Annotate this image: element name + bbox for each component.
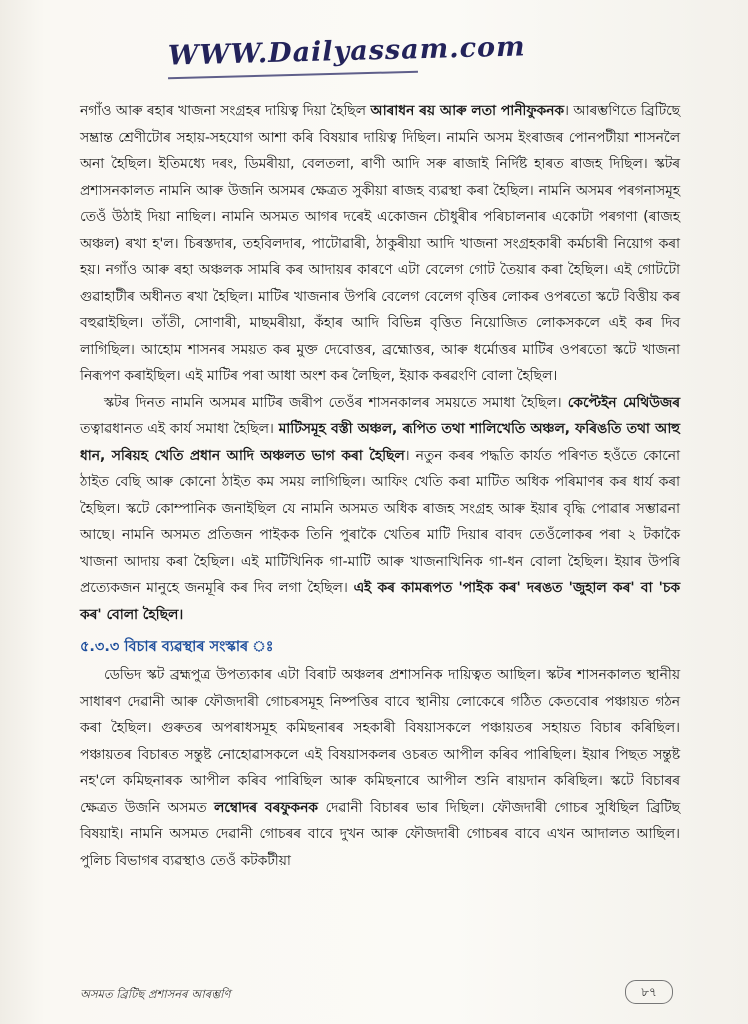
body-text bbox=[80, 98, 680, 874]
paragraph-3-text-b: দেৱানী বিচাৰৰ ভাৰ দিছিল। ফৌজদাৰী গোচৰ সুধিছিল ব্ৰিটিছ বিষয়াই। নামনি অসমত দেৱানী গোচৰৰ বাবে দুখন আৰু ফৌজদাৰী গোচৰৰ বাবে এখন আদালত আছিল। পুলিচ বিভাগৰ ব্যৱস্থাও তেওঁ কটকটীয়া bbox=[80, 799, 680, 869]
paragraph-2-text-a: স্কটৰ দিনত নামনি অসমৰ মাটিৰ জৰীপ তেওঁৰ শাসনকালৰ সময়তে সমাধা হৈছিল। bbox=[104, 394, 568, 411]
page-number: ৮৭ bbox=[625, 980, 673, 1004]
paragraph-3-bold-a: লম্বোদৰ বৰফুকনক bbox=[214, 799, 318, 816]
paragraph-2-text-c: । নতুন কৰৰ পদ্ধতি কাৰ্যত পৰিণত হওঁতে কোনো ঠাইত বেছি আৰু কোনো ঠাইত কম সময় লাগিছিল। আফিং খেতি কৰা মাটিত অধিক পৰিমাণৰ কৰ ধাৰ্য কৰা হৈছিল। স্কটে কোম্পানিক জনাইছিল যে নামনি অসমত অধিক ৰাজহ সংগ্ৰহ আৰু ইয়াৰ বৃদ্ধি পোৱাৰ সম্ভাৱনা আছে। নামনি অসমত প্ৰতিজন পাইকক তিনি পুৰাকৈ খেতিৰ মাটি দিয়াৰ বাবদ তেওঁলোকৰ পৰা ২ টকাকৈ খাজনা আদায় কৰা হৈছিল। এই মাটিখিনিক গা-মাটি আৰু খাজনাখিনিক গা-ধন বোলা হৈছিল। ইয়াৰ উপৰি প্ৰত্যেকজন মানুহে জনমূৰি কৰ দিব লগা হৈছিল। bbox=[80, 447, 680, 596]
paragraph-1-text-b: । আৰম্ভণিতে ব্ৰিটিছে সম্ভ্ৰান্ত শ্ৰেণীটোৰ সহায়-সহযোগ আশা কৰি বিষয়াৰ দায়িত্ব দিছিল। নামনি অসম ইংৰাজৰ পোনপটীয়া শাসনলৈ অনা হৈছিল। ইতিমধ্যে দৰং, ডিমৰীয়া, বেলতলা, ৰাণী আদি সৰু ৰাজাই নিৰ্দিষ্ট হাৰত ৰাজহ দিছিল। স্কটৰ প্ৰশাসনকালত নামনি আৰু উজনি অসমৰ ক্ষেত্ৰত সুকীয়া ৰাজহ ব্যৱস্থা কৰা হৈছিল। নামনি অসমৰ পৰগনাসমূহ তেওঁ উঠাই দিয়া নাছিল। নামনি অসমত আগৰ দৰেই একোজন চৌধুৰীৰ পৰিচালনাৰ একোটা পৰগণা (ৰাজহ অঞ্চল) ৰখা হ'ল। চিৰস্তদাৰ, তহবিলদাৰ, পাটোৱাৰী, ঠাকুৰীয়া আদি খাজনা সংগ্ৰহকাৰী কৰ্মচাৰী নিয়োগ কৰা হয়। নগাঁও আৰু ৰহা অঞ্চলক সামৰি কৰ আদায়ৰ কাৰণে এটা বেলেগ গোট তৈয়াৰ কৰা হৈছিল। এই গোটটো গুৱাহাটীৰ অধীনত ৰখা হৈছিল। মাটিৰ খাজনাৰ উপৰি বেলেগ বেলেগ বৃত্তিৰ লোকৰ ওপৰতো স্কটে বিত্তীয় কৰ বহুৱাইছিল। তাঁতী, সোণাৰী, মাছমৰীয়া, কঁহাৰ আদি বিভিন্ন বৃত্তিত নিয়োজিত লোকসকলে এই কৰ দিব লাগিছিল। আহোম শাসনৰ সময়ত কৰ মুক্ত দেবোত্তৰ, ব্ৰহ্মোত্তৰ, আৰু ধৰ্মোত্তৰ মাটিৰ ওপৰতো স্কটে খাজনা নিৰূপণ কৰাইছিল। এই মাটিৰ পৰা আধা অংশ কৰ লৈছিল, ইয়াক কৰৱংণি বোলা হৈছিল। bbox=[80, 103, 681, 384]
paragraph-2-bold-c: এই কৰ কামৰূপত 'পাইক কৰ' দৰঙত 'জুহাল কৰ' বা 'চক কৰ' বোলা হৈছিল। bbox=[80, 580, 680, 623]
watermark-text: WWW.Dailyassam.com bbox=[167, 31, 527, 72]
paragraph-2-bold-b: মাটিসমূহ বস্তী অঞ্চল, ৰূপিত তথা শালিখেতি অঞ্চল, ফৰিঙতি তথা আহু ধান, সৰিয়হ খেতি প্ৰধান আদি অঞ্চলত ভাগ কৰা হৈছিল bbox=[80, 421, 680, 464]
paragraph-2-bold-a: কেপ্টেইন মেথিউজৰ bbox=[567, 394, 680, 411]
paragraph-2 bbox=[80, 390, 680, 629]
watermark-underline bbox=[168, 71, 418, 80]
paragraph-1-text-a: নগাঁও আৰু ৰহাৰ খাজনা সংগ্ৰহৰ দায়িত্ব দিয়া হৈছিল bbox=[80, 103, 371, 119]
paragraph-1 bbox=[80, 98, 680, 390]
paragraph-3-text-a: ডেভিদ স্কট ব্ৰহ্মপুত্ৰ উপত্যকাৰ এটা বিৰাট অঞ্চলৰ প্ৰশাসনিক দায়িত্বত আছিল। স্কটৰ শাসনকালত স্থানীয় সাধাৰণ দেৱানী আৰু ফৌজদাৰী গোচৰসমূহ নিষ্পত্তিৰ বাবে স্থানীয় লোকেৰে গঠিত কেতবোৰ পঞ্চায়ত গঠন কৰা হৈছিল। গুৰুতৰ অপৰাধসমূহ কমিছনাৰৰ সহকাৰী বিষয়াসকলে পঞ্চায়তৰ সহায়ত বিচাৰ কৰিছিল। পঞ্চায়তৰ বিচাৰত সন্তুষ্ট নোহোৱাসকলে এই বিষয়াসকলৰ ওচৰত আপীল কৰিব পাৰিছিল। ইয়াৰ পিছত সন্তুষ্ট নহ'লে কমিছনাৰক আপীল কৰিব পাৰিছিল আৰু কমিছনাৰে আপীল শুনি ৰায়দান কৰিছিল। স্কটে বিচাৰৰ ক্ষেত্ৰত উজনি অসমত bbox=[80, 667, 680, 816]
footer-title: অসমত ব্ৰিটিছ প্ৰশাসনৰ আৰম্ভণি bbox=[80, 987, 231, 1001]
paragraph-3 bbox=[80, 662, 680, 874]
section-heading: ৫.৩.৩ বিচাৰ ব্যৱস্থাৰ সংস্কাৰ ঃ bbox=[80, 639, 274, 655]
paragraph-2-text-b: তত্বাৱধানত এই কাৰ্য সমাধা হৈছিল। bbox=[80, 421, 279, 437]
paragraph-1-bold-a: আৰাধন ৰয় আৰু লতা পানীফুকনক bbox=[370, 103, 565, 119]
